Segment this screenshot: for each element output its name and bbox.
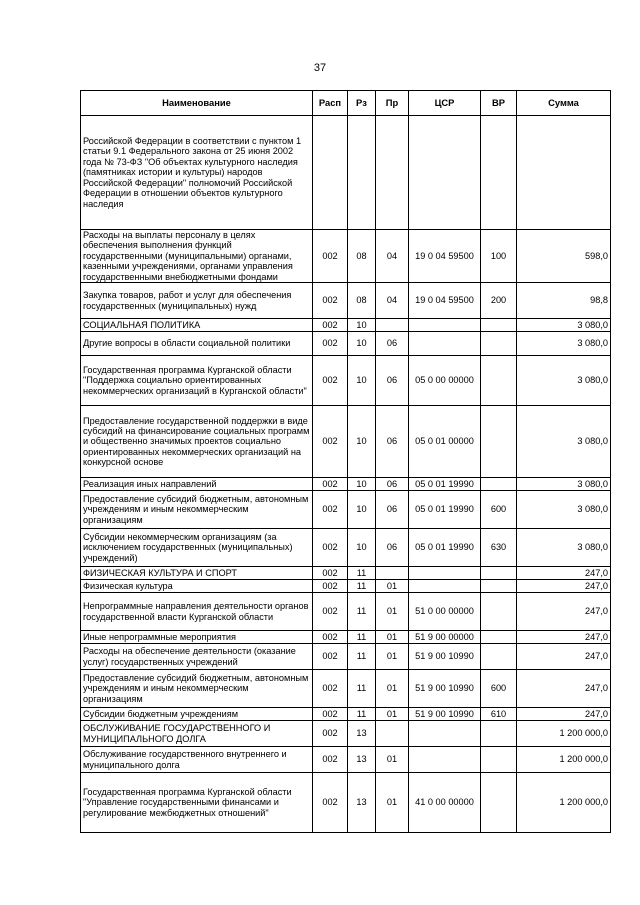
cell-name: Предоставление субсидий бюджетным, автономным учреждениям и иным некоммерческим организациям: [81, 670, 313, 708]
cell-sum: 247,0: [517, 593, 611, 631]
cell-name: Закупка товаров, работ и услуг для обеспечения государственных (муниципальных) нужд: [81, 283, 313, 319]
cell-name: Физическая культура: [81, 580, 313, 593]
cell-vr: [481, 644, 517, 670]
cell-vr: [481, 406, 517, 478]
cell-rasp: 002: [313, 332, 348, 356]
cell-vr: [481, 332, 517, 356]
cell-rasp: 002: [313, 593, 348, 631]
cell-rz: 11: [348, 593, 376, 631]
table-row: [81, 644, 611, 670]
cell-pr: 04: [376, 230, 409, 283]
cell-vr: 200: [481, 283, 517, 319]
cell-rz: [348, 116, 376, 230]
cell-rz: 11: [348, 708, 376, 721]
cell-rasp: 002: [313, 567, 348, 580]
table-row: [81, 631, 611, 644]
cell-name: Иные непрограммные мероприятия: [81, 631, 313, 644]
table-row: [81, 283, 611, 319]
cell-name: Предоставление субсидий бюджетным, автономным учреждениям и иным некоммерческим организациям: [81, 491, 313, 529]
cell-rz: 10: [348, 491, 376, 529]
cell-rasp: 002: [313, 356, 348, 406]
cell-name: Расходы на выплаты персоналу в целях обеспечения выполнения функций государственными (муниципальными) органами, казенными учреждениями, органами управления государственными внебюджетными фондами: [81, 230, 313, 283]
cell-vr: 610: [481, 708, 517, 721]
table-row: [81, 747, 611, 773]
cell-sum: 247,0: [517, 580, 611, 593]
cell-sum: 3 080,0: [517, 332, 611, 356]
table-row: [81, 491, 611, 529]
cell-sum: 1 200 000,0: [517, 747, 611, 773]
cell-sum: 3 080,0: [517, 491, 611, 529]
cell-rasp: 002: [313, 529, 348, 567]
cell-sum: 247,0: [517, 670, 611, 708]
page-number: 37: [313, 62, 327, 74]
cell-rasp: 002: [313, 747, 348, 773]
cell-pr: 06: [376, 478, 409, 491]
cell-sum: 598,0: [517, 230, 611, 283]
cell-pr: 06: [376, 406, 409, 478]
cell-vr: 100: [481, 230, 517, 283]
cell-vr: [481, 580, 517, 593]
table-row: [81, 670, 611, 708]
cell-csr: 05 0 00 00000: [409, 356, 481, 406]
cell-csr: [409, 319, 481, 332]
column-header-rz: Рз: [348, 91, 376, 116]
cell-rz: 08: [348, 230, 376, 283]
cell-csr: [409, 747, 481, 773]
cell-rz: 13: [348, 747, 376, 773]
table-row: [81, 319, 611, 332]
cell-sum: 247,0: [517, 644, 611, 670]
cell-sum: 247,0: [517, 631, 611, 644]
cell-pr: 06: [376, 332, 409, 356]
cell-csr: 05 0 01 00000: [409, 406, 481, 478]
cell-pr: 01: [376, 644, 409, 670]
cell-csr: 19 0 04 59500: [409, 283, 481, 319]
cell-name: Государственная программа Курганской области "Управление государственными финансами и регулирование межбюджетных отношений": [81, 773, 313, 833]
cell-rasp: 002: [313, 644, 348, 670]
cell-rasp: [313, 116, 348, 230]
budget-table: [80, 90, 611, 833]
cell-csr: 51 9 00 10990: [409, 670, 481, 708]
cell-vr: [481, 593, 517, 631]
column-header-pr: Пр: [376, 91, 409, 116]
cell-sum: 98,8: [517, 283, 611, 319]
cell-rz: 10: [348, 406, 376, 478]
cell-rz: 10: [348, 529, 376, 567]
cell-sum: 247,0: [517, 708, 611, 721]
cell-rz: 13: [348, 773, 376, 833]
table-row: [81, 332, 611, 356]
cell-sum: 1 200 000,0: [517, 773, 611, 833]
cell-vr: [481, 319, 517, 332]
cell-sum: 247,0: [517, 567, 611, 580]
table-row: [81, 593, 611, 631]
cell-vr: [481, 478, 517, 491]
cell-vr: [481, 773, 517, 833]
cell-rasp: 002: [313, 708, 348, 721]
table-row: [81, 116, 611, 230]
cell-rasp: 002: [313, 283, 348, 319]
cell-pr: 06: [376, 491, 409, 529]
cell-name: Субсидии бюджетным учреждениям: [81, 708, 313, 721]
cell-pr: 01: [376, 593, 409, 631]
cell-pr: 06: [376, 356, 409, 406]
cell-vr: [481, 747, 517, 773]
cell-csr: 41 0 00 00000: [409, 773, 481, 833]
cell-csr: [409, 721, 481, 747]
cell-pr: 01: [376, 773, 409, 833]
cell-vr: [481, 721, 517, 747]
cell-pr: 01: [376, 708, 409, 721]
cell-csr: [409, 116, 481, 230]
table-row: [81, 708, 611, 721]
cell-sum: [517, 116, 611, 230]
cell-sum: 3 080,0: [517, 529, 611, 567]
cell-name: СОЦИАЛЬНАЯ ПОЛИТИКА: [81, 319, 313, 332]
cell-rasp: 002: [313, 773, 348, 833]
cell-rz: 11: [348, 644, 376, 670]
cell-pr: 06: [376, 529, 409, 567]
cell-rasp: 002: [313, 491, 348, 529]
cell-rz: 13: [348, 721, 376, 747]
cell-rasp: 002: [313, 631, 348, 644]
table-row: [81, 580, 611, 593]
cell-csr: [409, 567, 481, 580]
cell-name: Предоставление государственной поддержки в виде субсидий на финансирование социальных программ и общественно значимых проектов социально ориентированных некоммерческих организаций на конкурсной основе: [81, 406, 313, 478]
cell-pr: [376, 116, 409, 230]
cell-vr: [481, 567, 517, 580]
cell-csr: [409, 580, 481, 593]
table-row: [81, 721, 611, 747]
cell-pr: 01: [376, 670, 409, 708]
cell-pr: 04: [376, 283, 409, 319]
table-row: [81, 356, 611, 406]
cell-rasp: 002: [313, 319, 348, 332]
cell-name: ФИЗИЧЕСКАЯ КУЛЬТУРА И СПОРТ: [81, 567, 313, 580]
cell-pr: [376, 567, 409, 580]
cell-vr: [481, 356, 517, 406]
table-row: [81, 529, 611, 567]
cell-csr: 05 0 01 19990: [409, 529, 481, 567]
table-row: [81, 478, 611, 491]
cell-csr: 51 9 00 00000: [409, 631, 481, 644]
cell-sum: 3 080,0: [517, 478, 611, 491]
table-header-row: [81, 91, 611, 116]
cell-rasp: 002: [313, 670, 348, 708]
cell-rz: 08: [348, 283, 376, 319]
cell-rasp: 002: [313, 406, 348, 478]
cell-sum: 3 080,0: [517, 319, 611, 332]
column-header-sum: Сумма: [517, 91, 611, 116]
cell-sum: 3 080,0: [517, 356, 611, 406]
cell-name: Расходы на обеспечение деятельности (оказание услуг) государственных учреждений: [81, 644, 313, 670]
cell-pr: [376, 721, 409, 747]
cell-pr: 01: [376, 631, 409, 644]
cell-csr: [409, 332, 481, 356]
cell-name: Российской Федерации в соответствии с пунктом 1 статьи 9.1 Федерального закона от 25 июня 2002 года № 73-ФЗ "Об объектах культурного наследия (памятниках истории и культуры) народов Российской Федерации" полномочий Российской Федерации в отношении объектов культурного наследия: [81, 116, 313, 230]
cell-pr: 01: [376, 580, 409, 593]
cell-rasp: 002: [313, 721, 348, 747]
cell-rz: 11: [348, 670, 376, 708]
cell-vr: [481, 116, 517, 230]
table-row: [81, 567, 611, 580]
cell-sum: 1 200 000,0: [517, 721, 611, 747]
cell-vr: 600: [481, 491, 517, 529]
cell-name: Другие вопросы в области социальной политики: [81, 332, 313, 356]
cell-csr: 51 9 00 10990: [409, 644, 481, 670]
cell-csr: 19 0 04 59500: [409, 230, 481, 283]
cell-csr: 51 0 00 00000: [409, 593, 481, 631]
cell-name: Реализация иных направлений: [81, 478, 313, 491]
cell-name: ОБСЛУЖИВАНИЕ ГОСУДАРСТВЕННОГО И МУНИЦИПАЛЬНОГО ДОЛГА: [81, 721, 313, 747]
cell-vr: 600: [481, 670, 517, 708]
cell-csr: 51 9 00 10990: [409, 708, 481, 721]
cell-rasp: 002: [313, 230, 348, 283]
column-header-rasp: Расп: [313, 91, 348, 116]
cell-vr: [481, 631, 517, 644]
cell-csr: 05 0 01 19990: [409, 478, 481, 491]
cell-vr: 630: [481, 529, 517, 567]
cell-sum: 3 080,0: [517, 406, 611, 478]
cell-pr: [376, 319, 409, 332]
cell-name: Непрограммные направления деятельности органов государственной власти Курганской области: [81, 593, 313, 631]
cell-rz: 10: [348, 356, 376, 406]
cell-rz: 11: [348, 567, 376, 580]
column-header-name: Наименование: [81, 91, 313, 116]
cell-rz: 10: [348, 478, 376, 491]
cell-rz: 10: [348, 332, 376, 356]
cell-name: Государственная программа Курганской области "Поддержка социально ориентированных некоммерческих организаций в Курганской области": [81, 356, 313, 406]
table-row: [81, 230, 611, 283]
cell-rasp: 002: [313, 580, 348, 593]
table-row: [81, 773, 611, 833]
cell-name: Обслуживание государственного внутреннего и муниципального долга: [81, 747, 313, 773]
cell-csr: 05 0 01 19990: [409, 491, 481, 529]
cell-rz: 11: [348, 631, 376, 644]
cell-pr: 01: [376, 747, 409, 773]
cell-name: Субсидии некоммерческим организациям (за исключением государственных (муниципальных) учреждений): [81, 529, 313, 567]
column-header-vr: ВР: [481, 91, 517, 116]
cell-rz: 11: [348, 580, 376, 593]
cell-rz: 10: [348, 319, 376, 332]
table-row: [81, 406, 611, 478]
cell-rasp: 002: [313, 478, 348, 491]
column-header-csr: ЦСР: [409, 91, 481, 116]
